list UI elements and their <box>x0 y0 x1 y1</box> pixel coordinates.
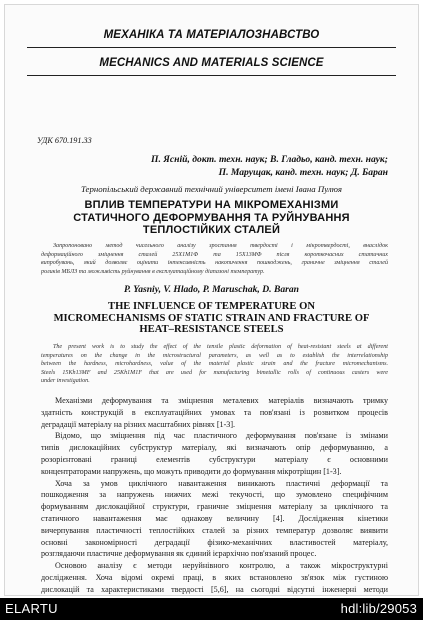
article-body <box>41 395 388 596</box>
abstract-en <box>41 343 388 386</box>
body-line: Механізми деформування та зміцнення металевих матеріалів визначають тримку <box>55 396 388 405</box>
footer-bar <box>0 598 423 620</box>
handle-link[interactable]: hdl:lib/29053 <box>340 601 417 616</box>
abstract-en-line: under investigation. <box>41 378 90 385</box>
body-line: дислокацій та характеристиками твердості [5,6], на сьогодні відсутні інженерні методи <box>41 584 388 594</box>
body-line: здатність конструкцій в експлуатаційних умовах та пов'язані із розвитком процесів <box>41 407 388 417</box>
affiliation: Тернопільський державний технічний університет імені Івана Пулюя <box>80 184 343 194</box>
abstract-uk-line: Запропоновано метод чисельного аналізу зростання твердості і мікротвердості, внаслідок <box>53 243 388 249</box>
header-rule-bottom <box>27 75 396 76</box>
authors-uk-line: П. Ясній, докт. техн. наук; В. Гладьо, канд. техн. наук; <box>151 154 388 165</box>
title-uk-line: СТАТИЧНОГО ДЕФОРМУВАННЯ ТА РУЙНУВАННЯ <box>73 211 350 224</box>
body-line: Основою аналізу є методи неруйнівного контролю, а також мікроструктурні <box>55 561 388 571</box>
abstract-uk <box>41 242 388 276</box>
journal-title-uk: МЕХАНІКА ТА МАТЕРІАЛОЗНАВСТВО <box>103 29 320 41</box>
title-en-line: HEAT–RESISTANCE STEELS <box>139 324 284 336</box>
abstract-en-line: The present work is to study the effect of the tensile plastic deformation of heat-resistant steels at different <box>53 344 388 350</box>
authors-en: P. Yasniy, V. Hlado, P. Maruschak, D. Baran <box>123 284 300 295</box>
journal-title-en: MECHANICS AND MATERIALS SCIENCE <box>99 57 324 69</box>
body-line: розорієнтовані границі елементів субструктури матеріалу є основними <box>41 454 388 464</box>
abstract-uk-line: роликів МБЛЗ та можливість руйнування в експлуатаційному діапазоні температур. <box>41 268 265 275</box>
body-line: статичного навантаження має однакову величину [4]. Дослідження кінетики <box>41 513 388 523</box>
body-line: Хоча за умов циклічного навантаження виникають пластичні деформації та <box>55 478 388 488</box>
title-en-line: THE INFLUENCE OF TEMPERATURE ON <box>108 301 315 312</box>
abstract-uk-line: деформаційного зміцнення сталей 25Х1М1Ф та 15Х13МФ після короткочасних статичних <box>41 251 388 258</box>
body-line: розглядаючи пластичне деформування як єдиний ієрархічно пов'язаний процес. <box>41 549 317 559</box>
body-line: типів дислокаційних субструктур матеріалу, які визначають опір деформуванню, а <box>41 443 388 453</box>
body-line: Відомо, що зміцнення під час пластичного деформування пов'язане із змінами <box>55 431 388 441</box>
repository-label[interactable]: ELARTU <box>5 601 58 616</box>
authors-uk <box>35 153 388 179</box>
abstract-en-line: temperatures on the change in the microstructural parameters, as well as to establish the interrelationship <box>41 352 388 359</box>
udc-code: УДК 670.191.33 <box>37 136 92 145</box>
article-title-uk <box>45 199 378 237</box>
title-en-line: MICROMECHANISMS OF STATIC STRAIN AND FRACTURE OF <box>53 312 370 324</box>
header-rule-top <box>27 47 396 48</box>
body-line: формуванням дислокаційної структури, граничне зміцнення матеріалу за циклічного та <box>41 502 388 512</box>
title-uk-line: ВПЛИВ ТЕМПЕРАТУРИ НА МІКРОМЕХАНІЗМИ <box>84 199 339 211</box>
document-page <box>4 4 419 596</box>
abstract-en-line: between the hardness, microhardness, value of the material plastic strain and the fracture micromechanisms. <box>41 361 388 368</box>
body-line: вичерпування пластичності теплостійких сталей за різних температур дозволяє виявити <box>41 525 388 535</box>
body-line: пошкодження за напружень нижчих межі текучості, що зумовлено специфічним <box>41 490 388 500</box>
authors-uk-line: П. Марущак, канд. техн. наук; Д. Баран <box>218 167 388 178</box>
title-uk-line: ТЕПЛОСТІЙКИХ СТАЛЕЙ <box>142 224 281 237</box>
body-line: основні закономірності деградації фізико-механічних властивостей матеріалу, <box>41 537 388 547</box>
abstract-en-line: Steels 15Kh13MF and 25Kh1M1F that are used for manufacturing bimetallic rolls of continuous casters were <box>41 369 388 376</box>
body-line: концентраторами напружень, що можуть приводити до формування мікротріщин [1-3]. <box>41 466 342 476</box>
body-line: дослідження. Хоча відомі окремі праці, в яких встановлено зв'язок між густиною <box>41 572 388 582</box>
body-line: деградації матеріалу на різних масштабних рівнях [1-3]. <box>41 419 236 429</box>
article-title-en <box>49 301 374 336</box>
abstract-uk-line: випробувань, який дозволяє оцінити інтенсивність накопичення пошкоджень, граничне зміцнення сталей <box>41 260 388 267</box>
